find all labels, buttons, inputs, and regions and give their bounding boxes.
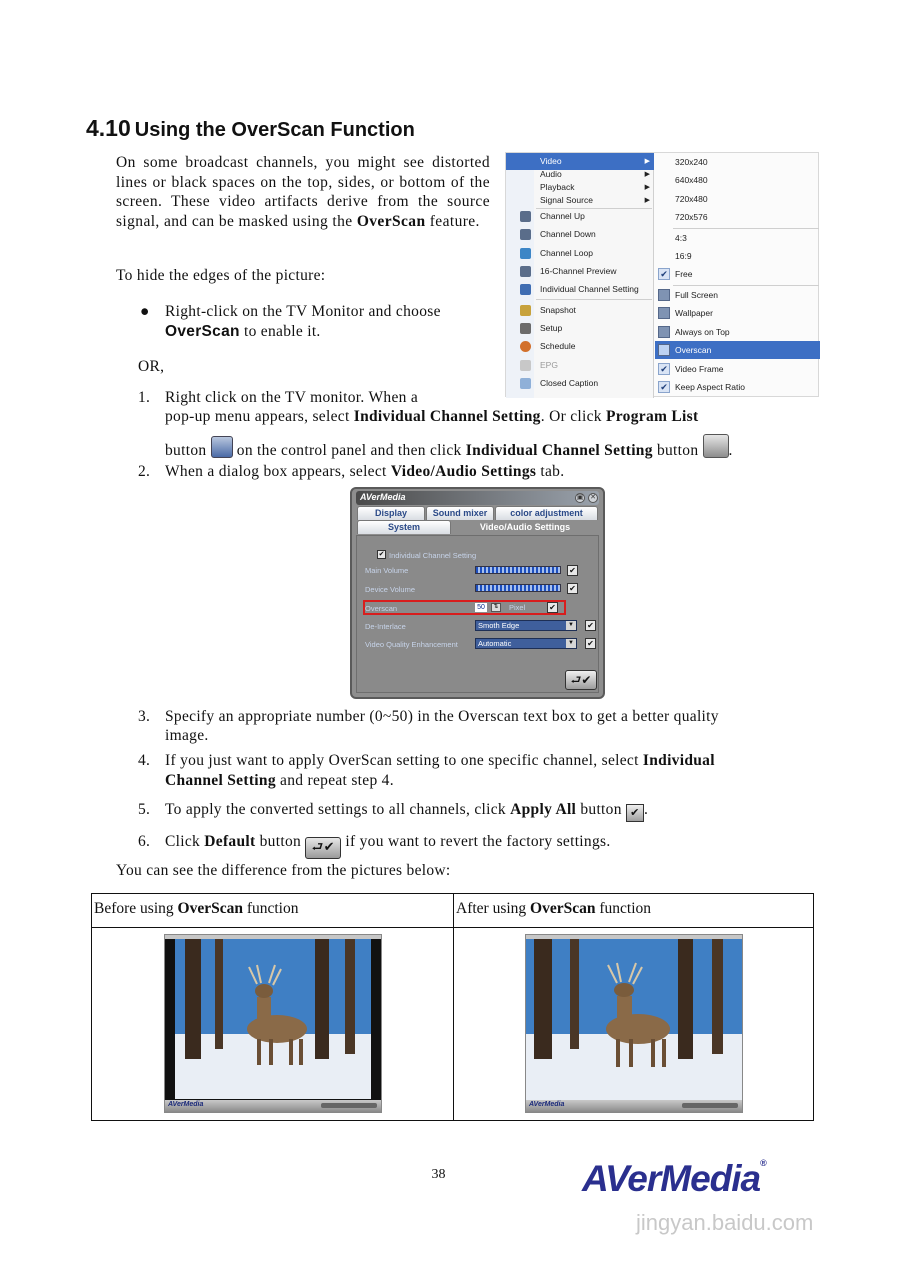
step-6-number: 6. [138, 833, 151, 850]
chevron-down-icon: ▼ [566, 639, 576, 648]
submenu-item-label: 16:9 [675, 251, 692, 261]
device-volume-apply-checkbox[interactable]: ✔ [567, 583, 578, 594]
or-text: OR, [138, 358, 165, 375]
default-button-icon: ⮐✔ [305, 837, 341, 859]
comparison-table [91, 893, 814, 1121]
channel-loop-icon [520, 248, 531, 259]
submenu-item-label: Full Screen [675, 290, 718, 300]
submenu-arrow-icon: ▶ [644, 184, 650, 191]
menu-item-individual-channel-setting[interactable] [506, 281, 654, 298]
bullet-item [165, 302, 490, 341]
section-heading [86, 115, 415, 142]
overscan-unit: Pixel [509, 603, 526, 612]
step-bold: Video/Audio Settings [390, 463, 537, 480]
channel-up-icon [520, 211, 531, 222]
submenu-item-640x480[interactable] [655, 171, 820, 189]
default-button[interactable]: ⮐✔ [565, 670, 597, 690]
menu-item-label: Channel Up [540, 211, 585, 221]
menu-item-label: EPG [540, 360, 558, 370]
deinterlace-apply-checkbox[interactable]: ✔ [585, 620, 596, 631]
submenu-item-label: Free [675, 269, 693, 279]
menu-item-schedule[interactable] [506, 338, 654, 355]
player-control-bar [526, 1100, 742, 1112]
step-5-number: 5. [138, 801, 151, 818]
submenu-arrow-icon: ▶ [644, 171, 650, 178]
context-menu-main [506, 153, 654, 398]
dialog-title-bar [356, 491, 599, 505]
step-bold: Individual [642, 752, 715, 769]
menu-item-channel-down[interactable] [506, 226, 654, 243]
main-volume-apply-checkbox[interactable]: ✔ [567, 565, 578, 576]
clock-icon [520, 341, 531, 352]
closing-text: You can see the difference from the pictures below: [116, 862, 451, 879]
deer-scene-after [526, 939, 742, 1104]
bullet-text-end: to enable it. [239, 322, 321, 340]
channel-setting-button-icon [703, 434, 729, 458]
program-list-button-icon [211, 436, 233, 458]
submenu-item-label: Always on Top [675, 327, 730, 337]
submenu-item-label: Wallpaper [675, 308, 713, 318]
step-text: button [576, 801, 626, 818]
epg-icon [520, 360, 531, 371]
submenu-arrow-icon: ▶ [644, 158, 650, 165]
channel-setting-icon [520, 284, 531, 295]
submenu-item-label: 320x240 [675, 157, 708, 167]
intro-bold: OverScan [356, 212, 426, 230]
menu-item-channel-loop[interactable] [506, 245, 654, 262]
brand-text: AVerMedia [582, 1158, 761, 1199]
vqe-apply-checkbox[interactable]: ✔ [585, 638, 596, 649]
step-2-text [165, 462, 564, 482]
before-overscan-image [164, 934, 382, 1113]
header-bold: OverScan [177, 900, 243, 917]
menu-item-channel-up[interactable] [506, 208, 654, 225]
menu-item-signal-source[interactable] [506, 192, 654, 209]
submenu-item-label: Overscan [675, 345, 712, 355]
player-control-bar [165, 1100, 381, 1112]
deinterlace-value: Smoth Edge [478, 621, 520, 630]
step-1-line-2 [165, 407, 805, 427]
step-text: button [165, 442, 211, 459]
device-volume-label: Device Volume [365, 585, 416, 594]
section-number: 4.10 [86, 115, 131, 141]
step-3-number: 3. [138, 708, 151, 725]
step-4-number: 4. [138, 752, 151, 769]
minimize-icon[interactable]: ▣ [576, 494, 584, 501]
deinterlace-label: De-Interlace [365, 622, 406, 631]
chevron-down-icon: ▼ [566, 621, 576, 630]
after-overscan-image [525, 934, 743, 1113]
step-3-line-2: image. [165, 727, 209, 744]
menu-item-closed-caption[interactable] [506, 375, 654, 392]
registered-mark: ® [760, 1158, 766, 1168]
step-text: pop-up menu appears, select [165, 408, 354, 425]
menu-item-label: 16-Channel Preview [540, 266, 617, 276]
hide-edges-text: To hide the edges of the picture: [116, 267, 326, 284]
step-1-number: 1. [138, 389, 151, 406]
header-text: function [242, 900, 299, 917]
step-1-line-1: Right click on the TV monitor. When a [165, 389, 419, 406]
submenu-item-full-screen[interactable] [655, 286, 820, 304]
overscan-apply-checkbox[interactable]: ✔ [547, 602, 558, 613]
main-volume-slider[interactable] [475, 566, 561, 574]
step-6-text [165, 832, 611, 859]
step-text: Click [165, 833, 205, 850]
camera-icon [520, 305, 531, 316]
page-number: 38 [431, 1167, 446, 1182]
menu-item-label: Audio [540, 169, 562, 179]
header-text: After using [456, 900, 531, 917]
overscan-label: Overscan [365, 604, 398, 613]
deinterlace-select[interactable] [475, 620, 577, 631]
step-text: on the control panel and then click [232, 442, 466, 459]
submenu-item-720x480[interactable] [655, 190, 820, 208]
tab-system[interactable]: System [357, 520, 451, 534]
step-5-text [165, 800, 648, 822]
overscan-input[interactable]: 50 [475, 603, 487, 612]
step-bold: Program List [606, 408, 699, 425]
context-menu-screenshot [505, 152, 819, 397]
submenu-item-keep-aspect-ratio[interactable] [655, 378, 820, 396]
submenu-item-label: 4:3 [675, 233, 687, 243]
step-2-number: 2. [138, 463, 151, 480]
menu-separator [536, 299, 652, 300]
submenu-item-4-3[interactable] [655, 229, 820, 247]
menu-item-label: Signal Source [540, 195, 593, 205]
wrench-icon [520, 323, 531, 334]
section-title: Using the OverScan Function [134, 119, 415, 141]
step-text: . Or click [540, 408, 607, 425]
table-divider [92, 927, 813, 928]
step-bold: Channel Setting [165, 772, 276, 789]
video-submenu [655, 153, 820, 398]
tab-sound-mixer[interactable]: Sound mixer [426, 506, 494, 520]
intro-text: On some broadcast channels, you might see distorted lines or black spaces on the top, sides, or bottom of the screen. These video artifacts derive from the source signal, and can be masked using the [116, 154, 490, 230]
player-brand: AVerMedia [168, 1101, 204, 1108]
main-volume-label: Main Volume [365, 566, 409, 575]
bullet-text: Right-click on the TV Monitor and choose [165, 303, 441, 320]
menu-item-label: Individual Channel Setting [540, 284, 639, 294]
always-on-top-icon [658, 326, 670, 338]
menu-item-16-channel-preview[interactable] [506, 263, 654, 280]
bullet-bold: OverScan [165, 322, 240, 340]
step-text: . [728, 442, 733, 459]
submenu-arrow-icon: ▶ [644, 197, 650, 204]
settings-dialog-screenshot [350, 487, 605, 699]
submenu-item-16-9[interactable] [655, 247, 820, 265]
dialog-body [356, 535, 599, 693]
header-text: Before using [94, 900, 178, 917]
vqe-label: Video Quality Enhancement [365, 640, 458, 649]
step-bold: Apply All [510, 801, 577, 818]
dialog-brand: AVerMedia [360, 492, 406, 502]
submenu-item-always-on-top[interactable] [655, 323, 820, 341]
preview-grid-icon [520, 266, 531, 277]
avermedia-logo [582, 1158, 766, 1200]
close-icon[interactable]: ✕ [588, 493, 598, 503]
submenu-item-free[interactable] [655, 265, 820, 283]
device-volume-slider[interactable] [475, 584, 561, 592]
tab-video-audio-settings[interactable]: Video/Audio Settings [452, 520, 598, 534]
menu-item-snapshot[interactable] [506, 302, 654, 319]
submenu-item-label: Keep Aspect Ratio [675, 382, 745, 392]
intro-text-end: feature. [425, 212, 480, 230]
header-bold: OverScan [530, 900, 596, 917]
vqe-select[interactable] [475, 638, 577, 649]
individual-setting-checkbox[interactable]: ✔ [378, 550, 385, 558]
menu-item-epg[interactable] [506, 357, 654, 374]
apply-all-button-icon: ✔ [626, 804, 644, 822]
after-header [456, 900, 651, 918]
step-4-line-2 [165, 771, 394, 791]
step-bold: Individual Channel Setting [465, 442, 653, 459]
menu-item-label: Channel Loop [540, 248, 593, 258]
submenu-item-320x240[interactable] [655, 153, 820, 171]
submenu-item-label: 720x480 [675, 194, 708, 204]
submenu-item-video-frame[interactable] [655, 360, 820, 378]
before-header [94, 900, 298, 918]
wallpaper-icon [658, 307, 670, 319]
bullet-dot: ● [140, 303, 150, 320]
step-text: When a dialog box appears, select [165, 463, 391, 480]
menu-item-label: Channel Down [540, 229, 596, 239]
menu-item-label: Snapshot [540, 305, 576, 315]
watermark: jingyan.baidu.com [636, 1210, 814, 1235]
step-1-line-3 [165, 434, 815, 461]
step-text: tab. [536, 463, 565, 480]
player-controls [321, 1103, 377, 1108]
checkmark-icon: ✔ [658, 363, 670, 375]
channel-down-icon [520, 229, 531, 240]
step-text: button [652, 442, 703, 459]
step-text: . [643, 801, 649, 818]
overscan-spinner[interactable]: ⇅ [491, 603, 501, 612]
step-text: if you want to revert the factory settings. [341, 833, 611, 850]
checkmark-icon: ✔ [658, 268, 670, 280]
vqe-value: Automatic [478, 639, 512, 648]
closed-caption-icon [520, 378, 531, 389]
step-4-line-1 [165, 751, 805, 771]
menu-item-label: Schedule [540, 341, 576, 351]
menu-item-setup[interactable] [506, 320, 654, 337]
submenu-item-720x576[interactable] [655, 208, 820, 226]
submenu-item-wallpaper[interactable] [655, 304, 820, 322]
step-bold: Individual Channel Setting [353, 408, 541, 425]
individual-setting-label: Individual Channel Setting [389, 551, 477, 560]
overscan-icon [658, 344, 670, 356]
player-controls [682, 1103, 738, 1108]
submenu-item-label: 720x576 [675, 212, 708, 222]
deer-scene-before [165, 939, 381, 1104]
step-bold: Default [204, 833, 256, 850]
step-text: To apply the converted settings to all channels, click [165, 801, 511, 818]
tab-display[interactable]: Display [357, 506, 425, 520]
step-text: If you just want to apply OverScan setting to one specific channel, select [165, 752, 643, 769]
header-text: function [595, 900, 652, 917]
submenu-item-label: 640x480 [675, 175, 708, 185]
step-text: and repeat step 4. [275, 772, 394, 789]
submenu-item-overscan[interactable] [655, 341, 820, 359]
intro-paragraph [116, 153, 490, 231]
checkmark-icon: ✔ [658, 381, 670, 393]
full-screen-icon [658, 289, 670, 301]
menu-item-label: Setup [540, 323, 563, 333]
step-3-line-1: Specify an appropriate number (0~50) in the Overscan text box to get a better quality [165, 708, 719, 725]
step-text: button [255, 833, 306, 850]
tab-color-adjustment[interactable]: color adjustment [495, 506, 598, 520]
submenu-item-label: Video Frame [675, 364, 724, 374]
menu-item-label: Playback [540, 182, 575, 192]
menu-item-label: Closed Caption [540, 378, 599, 388]
player-brand: AVerMedia [529, 1101, 565, 1108]
menu-item-label: Video [540, 156, 562, 166]
